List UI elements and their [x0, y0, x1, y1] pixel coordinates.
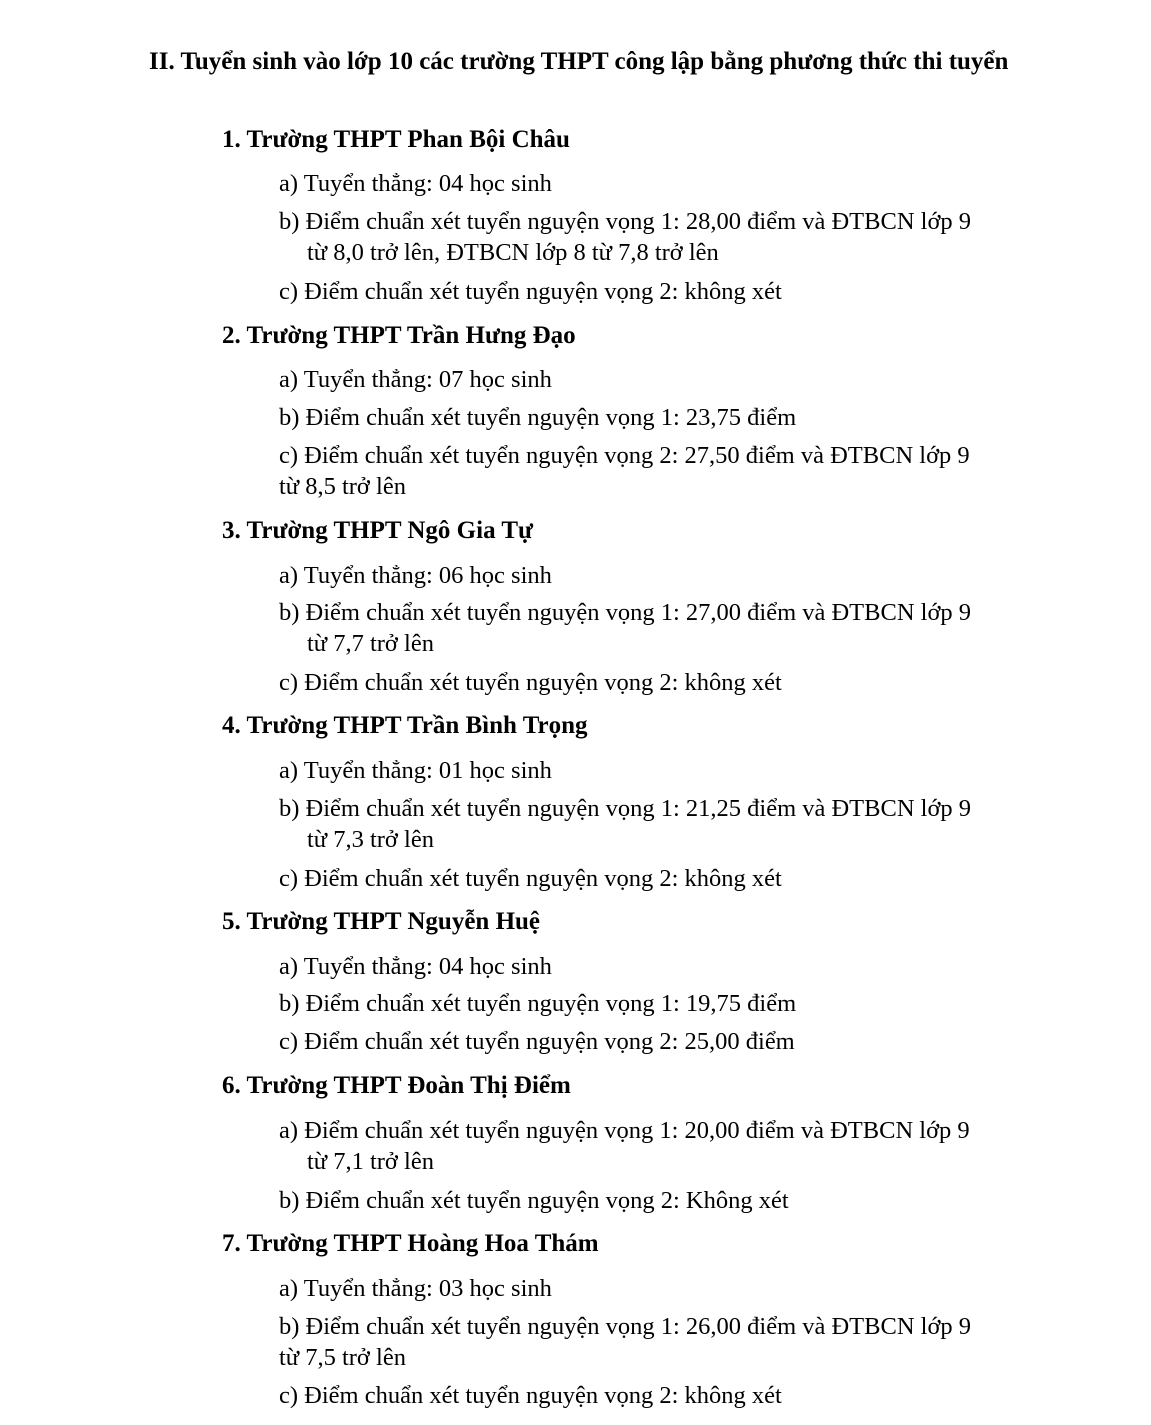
item-line: a) Điểm chuẩn xét tuyển nguyện vọng 1: 20,00 điểm và ĐTBCN lớp 9 — [279, 1117, 970, 1144]
item-line: b) Điểm chuẩn xét tuyển nguyện vọng 1: 21,25 điểm và ĐTBCN lớp 9 — [279, 795, 972, 822]
item-line: b) Điểm chuẩn xét tuyển nguyện vọng 1: 26,00 điểm và ĐTBCN lớp 9 — [279, 1313, 972, 1340]
item-line: a) Tuyển thẳng: 07 học sinh — [279, 366, 552, 393]
list-item — [279, 206, 1069, 268]
list-item — [279, 951, 1069, 982]
item-line: c) Điểm chuẩn xét tuyển nguyện vọng 2: không xét — [279, 278, 782, 305]
list-item — [279, 1311, 1069, 1373]
item-line: a) Tuyển thẳng: 01 học sinh — [279, 757, 552, 784]
list-item — [279, 1026, 1069, 1057]
item-line-continuation: từ 8,0 trở lên, ĐTBCN lớp 8 từ 7,8 trở lên — [307, 239, 719, 266]
item-line: b) Điểm chuẩn xét tuyển nguyện vọng 2: Không xét — [279, 1187, 789, 1214]
item-line: b) Điểm chuẩn xét tuyển nguyện vọng 1: 23,75 điểm — [279, 404, 797, 431]
list-item — [279, 1115, 1069, 1177]
item-line: b) Điểm chuẩn xét tuyển nguyện vọng 1: 19,75 điểm — [279, 990, 797, 1017]
item-line: c) Điểm chuẩn xét tuyển nguyện vọng 2: không xét — [279, 669, 782, 696]
section-title: II. Tuyển sinh vào lớp 10 các trường THPT công lập bằng phương thức thi tuyển — [149, 48, 1009, 75]
list-item — [279, 560, 1069, 591]
item-line: a) Tuyển thẳng: 04 học sinh — [279, 170, 552, 197]
school-title: 3. Trường THPT Ngô Gia Tự — [222, 517, 534, 544]
list-item — [279, 1273, 1069, 1304]
item-line: c) Điểm chuẩn xét tuyển nguyện vọng 2: không xét — [279, 865, 782, 892]
school-title: 5. Trường THPT Nguyễn Huệ — [222, 908, 541, 935]
item-line-continuation: từ 7,5 trở lên — [279, 1344, 406, 1371]
list-item — [279, 988, 1069, 1019]
list-item — [279, 667, 1069, 698]
school-title: 7. Trường THPT Hoàng Hoa Thám — [222, 1230, 599, 1257]
item-line: c) Điểm chuẩn xét tuyển nguyện vọng 2: 25,00 điểm — [279, 1028, 795, 1055]
item-line: b) Điểm chuẩn xét tuyển nguyện vọng 1: 27,00 điểm và ĐTBCN lớp 9 — [279, 599, 972, 626]
item-line: a) Tuyển thẳng: 03 học sinh — [279, 1275, 552, 1302]
list-item — [279, 1185, 1069, 1216]
list-item — [279, 440, 1069, 502]
item-line-continuation: từ 7,1 trở lên — [307, 1148, 434, 1175]
school-title: 4. Trường THPT Trần Bình Trọng — [222, 712, 588, 739]
list-item — [279, 168, 1069, 199]
list-item — [279, 793, 1069, 855]
list-item — [279, 1380, 1069, 1411]
item-line-continuation: từ 8,5 trở lên — [279, 473, 406, 500]
item-line: a) Tuyển thẳng: 06 học sinh — [279, 562, 552, 589]
school-title: 1. Trường THPT Phan Bội Châu — [222, 126, 570, 153]
list-item — [279, 402, 1069, 433]
list-item — [279, 276, 1069, 307]
list-item — [279, 364, 1069, 395]
item-line-continuation: từ 7,3 trở lên — [307, 826, 434, 853]
item-line-continuation: từ 7,7 trở lên — [307, 630, 434, 657]
item-line: c) Điểm chuẩn xét tuyển nguyện vọng 2: 27,50 điểm và ĐTBCN lớp 9 — [279, 442, 970, 469]
item-line: c) Điểm chuẩn xét tuyển nguyện vọng 2: không xét — [279, 1382, 782, 1409]
school-title: 6. Trường THPT Đoàn Thị Điểm — [222, 1072, 571, 1099]
school-title: 2. Trường THPT Trần Hưng Đạo — [222, 322, 576, 349]
list-item — [279, 597, 1069, 659]
list-item — [279, 755, 1069, 786]
item-line: b) Điểm chuẩn xét tuyển nguyện vọng 1: 28,00 điểm và ĐTBCN lớp 9 — [279, 208, 972, 235]
list-item — [279, 863, 1069, 894]
item-line: a) Tuyển thẳng: 04 học sinh — [279, 953, 552, 980]
